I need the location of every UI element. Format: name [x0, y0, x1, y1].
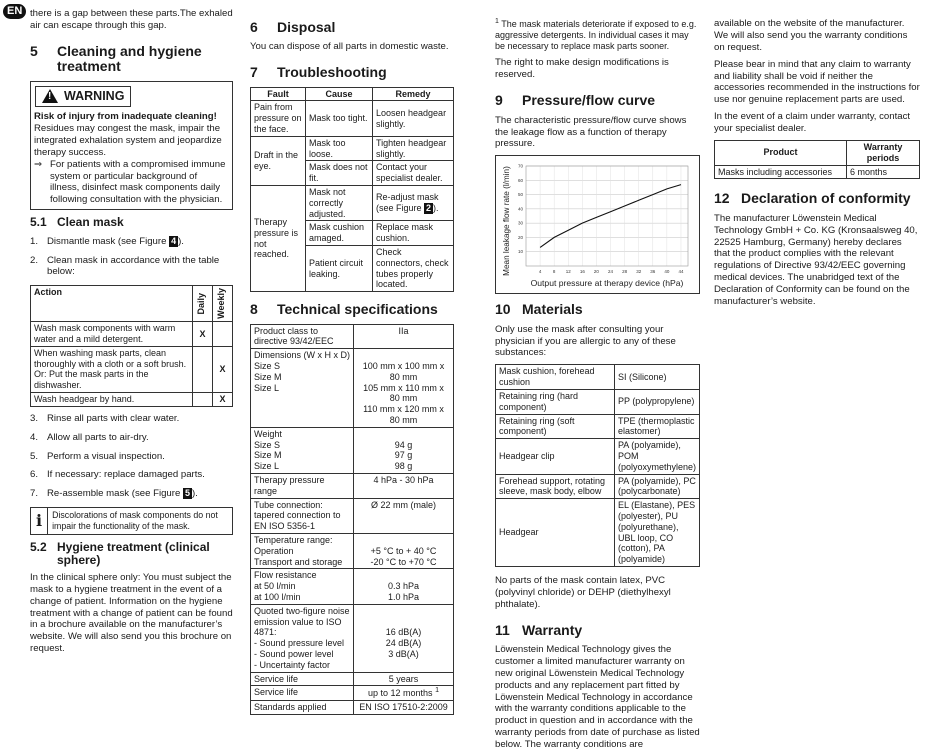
table-row: [251, 349, 454, 428]
cause-cell: Mask too tight.: [306, 101, 373, 136]
cause-cell: Mask cushion amaged.: [306, 221, 373, 246]
step-item: [30, 469, 233, 481]
material-cell: EL (Elastane), PES (polyester), PU (polyurethane), UBL loop, CO (cotton), PA (polyamide): [614, 499, 699, 567]
remedy-cell: Loosen headgear slightly.: [373, 101, 454, 136]
table-row: [251, 136, 454, 161]
part-cell: Mask cushion, forehead cushion: [496, 365, 615, 390]
plot-area: [526, 166, 688, 266]
figure-ref: 2: [426, 203, 432, 214]
section-8-heading: 8 Technical specifications: [250, 301, 438, 318]
section-10-heading: 10 Materials: [495, 301, 583, 318]
spec-label: Standards applied: [251, 701, 354, 715]
step-number: 5.: [30, 450, 39, 462]
table-row: [496, 389, 700, 414]
action-cell: Wash mask components with warm water and a mild detergent.: [31, 322, 193, 347]
spec-value: 16 dB(A) 24 dB(A) 3 dB(A): [354, 604, 454, 672]
header-daily: Daily: [193, 286, 213, 322]
step-item: [30, 255, 233, 279]
spec-value: Ø 22 mm (male): [354, 498, 454, 533]
section-9-text: The characteristic pressure/flow curve shows the leakage flow as a function of therapy pressure.: [495, 114, 687, 150]
info-box: [30, 507, 233, 535]
material-cell: TPE (thermoplastic elastomer): [614, 414, 699, 439]
column-4: [714, 18, 920, 313]
column-3: [495, 18, 700, 756]
step-number: 6.: [30, 469, 39, 481]
weekly-cell: [213, 322, 233, 347]
chart-svg: [496, 156, 699, 293]
x-tick-label: 4: [538, 269, 542, 275]
y-tick-label: 40: [517, 206, 523, 212]
step-item: [30, 413, 233, 425]
spec-value: EN ISO 17510-2:2009: [354, 701, 454, 715]
warning-instruction: ⇒ For patients with a compromised immune system or particular background of illness, disinfect mask components daily following consultation with the physician.: [34, 158, 226, 206]
table-row: [251, 672, 454, 686]
table-row: [251, 533, 454, 568]
table-row: [31, 322, 233, 347]
y-tick-label: 20: [517, 235, 523, 241]
section-11-heading: 11 Warranty: [495, 621, 583, 638]
step-text: Perform a visual inspection.: [47, 450, 165, 462]
period-cell: 6 months: [847, 165, 920, 179]
step-item: [30, 451, 233, 463]
x-tick-label: 8: [552, 269, 556, 275]
section-6-text: You can dispose of all parts in domestic waste.: [250, 41, 449, 53]
spec-label: Quoted two-figure noise emission value to ISO 4871: - Sound pressure level - Sound power level - Uncertainty factor: [251, 604, 354, 672]
table-row: [251, 427, 454, 473]
intro-text: there is a gap between these parts.The exhaled air can escape through this gap.: [30, 8, 233, 31]
material-cell: SI (Silicone): [614, 365, 699, 390]
header-period: Warranty periods: [847, 141, 920, 166]
daily-cell: [193, 346, 213, 392]
x-tick-label: 36: [650, 269, 656, 275]
spec-label: Product class to directive 93/42/EEC: [251, 324, 354, 349]
section-5-1-heading: 5.1 Clean mask: [30, 215, 124, 230]
x-tick-label: 24: [608, 269, 614, 275]
header-action: Action: [31, 286, 193, 322]
column-2: [250, 20, 454, 715]
spec-label: Service life: [251, 672, 354, 686]
x-tick-label: 12: [565, 269, 571, 275]
footnote-ref: 1: [435, 687, 439, 695]
warning-label: ! WARNING: [35, 86, 131, 108]
product-cell: Masks including accessories: [715, 165, 847, 179]
section-9-heading: 9 Pressure/flow curve: [495, 92, 656, 109]
language-badge: EN: [3, 4, 26, 19]
footnote: $^1$ The mask materials deteriorate if exposed to e.g. aggressive detergents. In individual cases it may be necessary to replace mask parts sooner.: [495, 18, 697, 52]
y-tick-label: 30: [517, 220, 523, 226]
table-row: [251, 569, 454, 604]
table-row: [496, 474, 700, 499]
spec-value: IIa: [354, 324, 454, 349]
step-text: Dismantle mask (see Figure 4 ).: [47, 235, 184, 247]
table-header-row: [31, 286, 233, 322]
table-row: [251, 186, 454, 221]
section-10-note: No parts of the mask contain latex, PVC (polyvinyl chloride) or DEHP (diethylhexyl phthalate).: [495, 574, 671, 610]
table-row: [251, 686, 454, 701]
cleaning-steps-b: [30, 413, 233, 500]
part-cell: Retaining ring (hard component): [496, 389, 615, 414]
table-row: [251, 498, 454, 533]
cleaning-steps-a: [30, 236, 233, 279]
header-cause: Cause: [306, 87, 373, 101]
pressure-flow-chart: [495, 155, 700, 294]
specifications-table: [250, 324, 454, 715]
x-tick-label: 40: [664, 269, 670, 275]
weekly-cell: X: [213, 392, 233, 406]
figure-ref: 4: [171, 235, 177, 246]
spec-label: Dimensions (W x H x D) Size S Size M Size L: [251, 349, 354, 428]
section-6-heading: 6 Disposal: [250, 19, 336, 35]
step-text: Rinse all parts with clear water.: [47, 412, 180, 424]
cause-cell: Mask does not fit.: [306, 161, 373, 186]
troubleshooting-table: [250, 87, 454, 293]
step-number: 3.: [30, 412, 39, 424]
fault-cell: Draft in the eye.: [251, 136, 306, 185]
warranty-table: [714, 140, 920, 179]
fault-cell: Therapy pressure is not reached.: [251, 186, 306, 292]
warning-title: Risk of injury from inadequate cleaning!: [34, 111, 217, 123]
section-7-heading: 7 Troubleshooting: [250, 64, 387, 81]
figure-ref: 5: [184, 488, 190, 499]
material-cell: PA (polyamide), POM (polyoxymethylene): [614, 439, 699, 474]
table-header-row: [251, 87, 454, 101]
cleaning-table: [30, 285, 233, 406]
table-row: [496, 365, 700, 390]
table-row: [31, 346, 233, 392]
remedy-cell: Contact your specialist dealer.: [373, 161, 454, 186]
daily-cell: [193, 392, 213, 406]
remedy-cell: Replace mask cushion.: [373, 221, 454, 246]
fault-cell: Pain from pressure on the face.: [251, 101, 306, 136]
spec-value: 0.3 hPa 1.0 hPa: [354, 569, 454, 604]
header-remedy: Remedy: [373, 87, 454, 101]
spec-value: 100 mm x 100 mm x 80 mm 105 mm x 110 mm x 80 mm 110 mm x 120 mm x 80 mm: [354, 349, 454, 428]
warning-text: Residues may congest the mask, impair the integrated exhalation system and jeopardize therapy success.: [34, 122, 222, 158]
table-row: [31, 392, 233, 406]
table-row: [496, 414, 700, 439]
cause-cell: Patient circuit leaking.: [306, 246, 373, 292]
section-12-heading: 12 Declaration of conformity: [714, 190, 911, 207]
y-tick-label: 10: [517, 249, 523, 255]
step-number: 4.: [30, 431, 39, 443]
step-text: Re-assemble mask (see Figure 5 ).: [47, 488, 198, 500]
step-text: Clean mask in accordance with the table below:: [47, 254, 220, 278]
cause-cell: Mask not correctly adjusted.: [306, 186, 373, 221]
part-cell: Headgear: [496, 499, 615, 567]
arrow-icon: ⇒: [34, 158, 43, 170]
spec-label: Therapy pressure range: [251, 473, 354, 498]
table-row: [251, 473, 454, 498]
info-icon: i: [31, 508, 48, 534]
table-row: [251, 604, 454, 672]
step-item: [30, 488, 233, 500]
materials-table: [495, 364, 700, 567]
spec-value: 94 g 97 g 98 g: [354, 427, 454, 473]
rights-text: The right to make design modifications is reserved.: [495, 57, 669, 81]
section-10-text: Only use the mask after consulting your physician if you are allergic to any of these substances:: [495, 323, 676, 359]
y-tick-label: 70: [517, 163, 523, 169]
section-5-2-text: In the clinical sphere only: You must subject the mask to a hygiene treatment in the event of a change of patient. Information on the hygiene treatment with a change of patient can be found in a brochure available on the manufacturer’s website. We will also send you this brochure on request.: [30, 571, 233, 655]
spec-label: Flow resistance at 50 l/min at 100 l/min: [251, 569, 354, 604]
spec-label: Tube connection: tapered connection to EN ISO 5356-1: [251, 498, 354, 533]
table-row: [496, 439, 700, 474]
part-cell: Forehead support, rotating sleeve, mask body, elbow: [496, 474, 615, 499]
cause-cell: Mask too loose.: [306, 136, 373, 161]
step-item: [30, 236, 233, 248]
remedy-cell: Check connectors, check tubes properly located.: [373, 246, 454, 292]
table-row: [496, 499, 700, 567]
spec-value: 4 hPa - 30 hPa: [354, 473, 454, 498]
x-tick-label: 16: [579, 269, 585, 275]
part-cell: Retaining ring (soft component): [496, 414, 615, 439]
table-header-row: [715, 141, 920, 166]
action-cell: Wash headgear by hand.: [31, 392, 193, 406]
step-text: Allow all parts to air-dry.: [47, 431, 149, 443]
x-tick-label: 20: [593, 269, 599, 275]
spec-label: Service life: [251, 686, 354, 701]
step-number: 1.: [30, 235, 39, 247]
step-number: 7.: [30, 488, 39, 500]
spec-value: 5 years: [354, 672, 454, 686]
table-row: [251, 701, 454, 715]
x-tick-label: 44: [678, 269, 684, 275]
step-number: 2.: [30, 254, 39, 266]
table-row: [251, 324, 454, 349]
warning-icon: !: [42, 89, 58, 103]
header-fault: Fault: [251, 87, 306, 101]
remedy-cell: Re-adjust mask (see Figure 2 ).: [373, 186, 454, 221]
section-12-text: The manufacturer Löwenstein Medical Technology GmbH + Co. KG (Kronsaalsweg 40, 22525 Hamburg, Germany) hereby declares that the product complies with the relevant regulations of Directive 93/42/EEC governing medical devices. The unabridged text of the Declaration of Conformity can be found on the manufacturer’s website.: [714, 212, 918, 308]
section-5-2-heading: 5.2 Hygiene treatment (clinical sphere): [30, 540, 210, 568]
step-item: [30, 432, 233, 444]
x-tick-label: 28: [622, 269, 628, 275]
remedy-cell: Tighten headgear slightly.: [373, 136, 454, 161]
part-cell: Headgear clip: [496, 439, 615, 474]
header-product: Product: [715, 141, 847, 166]
warranty-text-3: In the event of a claim under warranty, contact your specialist dealer.: [714, 111, 911, 135]
table-row: [715, 165, 920, 179]
header-weekly: Weekly: [213, 286, 233, 322]
material-cell: PA (polyamide), PC (polycarbonate): [614, 474, 699, 499]
spec-label: Temperature range: Operation Transport and storage: [251, 533, 354, 568]
x-axis-label: Output pressure at therapy device (hPa): [530, 278, 684, 289]
spec-value: +5 °C to + 40 °C -20 °C to +70 °C: [354, 533, 454, 568]
y-axis-label: Mean leakage flow rate (l/min): [502, 166, 511, 277]
column-1: [30, 8, 233, 660]
spec-value: up to 12 months $^1$: [354, 686, 454, 701]
info-text: Discolorations of mask components do not impair the functionality of the mask.: [52, 510, 218, 532]
daily-cell: X: [193, 322, 213, 347]
action-cell: When washing mask parts, clean thoroughly with a cloth or a soft brush. Or: Put the mask parts in the dishwasher.: [31, 346, 193, 392]
weekly-cell: X: [213, 346, 233, 392]
step-text: If necessary: replace damaged parts.: [47, 469, 205, 481]
y-tick-label: 60: [517, 178, 523, 184]
spec-label: Weight Size S Size M Size L: [251, 427, 354, 473]
y-tick-label: 50: [517, 192, 523, 198]
material-cell: PP (polypropylene): [614, 389, 699, 414]
warning-box: [30, 81, 233, 211]
warranty-text-1: available on the website of the manufacturer. We will also send you the warranty conditions on request.: [714, 18, 908, 53]
warranty-text-2: Please bear in mind that any claim to warranty and liability shall be void if neither the accessories recommended in the instructions for use nor genuine replacement parts are used.: [714, 58, 920, 106]
section-5-heading: 5 Cleaning and hygiene treatment: [30, 42, 202, 75]
table-row: [251, 101, 454, 136]
section-11-text: Löwenstein Medical Technology gives the customer a limited manufacturer warranty on new original Löwenstein Medical Technology products and any replacement part fitted by Löwenstein Medical Technology in accordance with the warranty conditions applicable to the product in question and in accordance with the warranty periods from date of purchase as listed below. The warranty conditions are: [495, 643, 700, 751]
x-tick-label: 32: [636, 269, 642, 275]
